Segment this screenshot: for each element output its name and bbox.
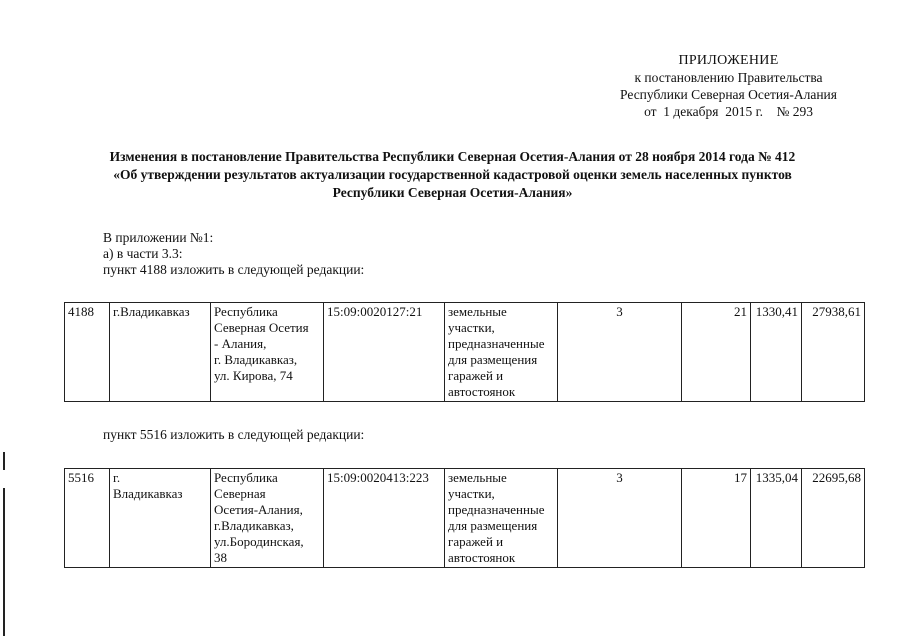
cell-line: предназначенные (448, 336, 545, 351)
cell-line: г.Владикавказ (113, 304, 190, 319)
cell-count: 21 (682, 303, 751, 402)
cell-line: Осетия-Алания, (214, 502, 303, 517)
intro-line: В приложении №1: (103, 230, 214, 245)
cell-line: гаражей и (448, 534, 504, 549)
intro-line: пункт 4188 изложить в следующей редакции: (103, 262, 365, 277)
cell-count: 17 (682, 469, 751, 568)
cell-line: автостоянок (448, 384, 516, 399)
scan-edge-mark (3, 452, 5, 470)
cell-line: Владикавказ (113, 486, 183, 501)
cell-line: г.Владикавказ, (214, 518, 294, 533)
appendix-date-line: от 1 декабря 2015 г. № 293 (644, 104, 813, 119)
heading-line: «Об утверждении результатов актуализации государственной кадастровой оценки земель населенных пунктов (113, 167, 792, 182)
cell-group: 3 (558, 303, 682, 402)
table-row (65, 469, 865, 568)
intro-text (103, 230, 364, 278)
cell-unit-value: 1335,04 (751, 469, 802, 568)
cell-line: автостоянок (448, 550, 516, 565)
cell-line: предназначенные (448, 502, 545, 517)
appendix-title: ПРИЛОЖЕНИЕ (678, 53, 779, 68)
table-row (65, 303, 865, 402)
cell-unit-value: 1330,41 (751, 303, 802, 402)
cell-land-use (445, 469, 558, 568)
section-label: пункт 5516 изложить в следующей редакции: (103, 427, 365, 442)
cell-line: 38 (214, 550, 227, 565)
heading-line: Изменения в постановление Правительства Республики Северная Осетия-Алания от 28 ноября 2014 года № 412 (109, 149, 796, 164)
cell-group: 3 (558, 469, 682, 568)
cadastral-table-4188 (64, 302, 865, 402)
cell-line: земельные (448, 304, 507, 319)
scan-edge-mark (3, 488, 5, 636)
cell-number: 5516 (65, 469, 110, 568)
cell-line: для размещения (448, 518, 538, 533)
cell-line: ул. Кирова, 74 (214, 368, 293, 383)
cell-city (110, 469, 211, 568)
cell-cadastral-number: 15:09:0020127:21 (324, 303, 445, 402)
intro-line: а) в части 3.3: (103, 246, 183, 261)
document-heading (60, 148, 845, 202)
appendix-line: Республики Северная Осетия-Алания (620, 87, 837, 102)
cell-line: гаражей и (448, 368, 504, 383)
cell-address (211, 303, 324, 402)
cell-address (211, 469, 324, 568)
cell-number: 4188 (65, 303, 110, 402)
cell-cadastral-number: 15:09:0020413:223 (324, 469, 445, 568)
cell-line: - Алания, (214, 336, 267, 351)
appendix-block (620, 52, 837, 120)
cell-line: Северная (214, 486, 266, 501)
appendix-line: к постановлению Правительства (634, 70, 823, 85)
cell-line: Республика (214, 470, 278, 485)
cell-line: Республика (214, 304, 278, 319)
cell-line: земельные (448, 470, 507, 485)
cell-line: для размещения (448, 352, 538, 367)
cell-line: г. (113, 470, 121, 485)
heading-line: Республики Северная Осетия-Алания» (332, 185, 573, 200)
cell-city (110, 303, 211, 402)
cell-line: ул.Бородинская, (214, 534, 304, 549)
cell-line: Северная Осетия (214, 320, 309, 335)
cell-land-use (445, 303, 558, 402)
cell-line: участки, (448, 320, 495, 335)
cell-total-value: 22695,68 (802, 469, 865, 568)
cadastral-table-5516 (64, 468, 865, 568)
cell-line: г. Владикавказ, (214, 352, 298, 367)
cell-total-value: 27938,61 (802, 303, 865, 402)
cell-line: участки, (448, 486, 495, 501)
